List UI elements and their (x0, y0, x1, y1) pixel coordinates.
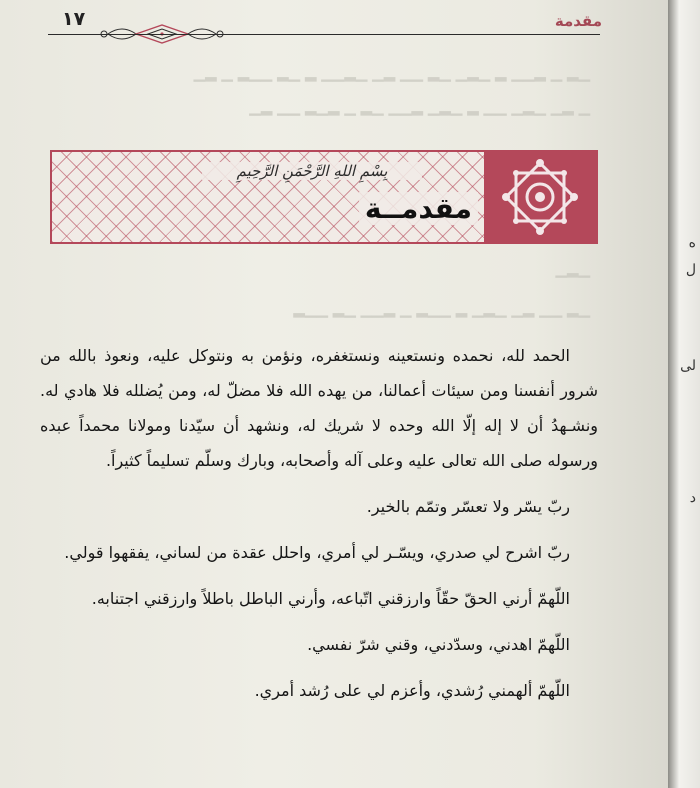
paragraph: اللّهمّ أرني الحقّ حقّاً وارزقني اتّباعه، وأرني الباطل باطلاً وارزقني اجتنابه. (91, 589, 570, 608)
page-number: ١٧ (62, 8, 86, 30)
paragraph: ربّ اشرح لي صدري، ويسّـر لي أمري، واحلل عقدة من لساني، يفقهوا قولي. (64, 543, 570, 562)
show-through: ▁ ▂▁ ▁▂▁ ▁▁ ▂ ▁▂▁ ▂▁▁ ▁▂ ▁ ▂▁▂ ▁▁ ▂▁ (249, 98, 590, 116)
show-through: ▁▂ ▁▁ ▂▁ ▁▂▁ ▂ ▁▁▂ ▁ ▂▁▁ ▁▂ ▁▁▂ (293, 300, 590, 318)
paragraph: الحمد لله، نحمده ونستعينه ونستغفره، ونؤمن به ونتوكل عليه، ونعوذ بالله من شرور أنفسنا ومن سيئات أعمالنا، من يهده الله فلا مضلّ له، ومن يُضلله فلا هادي له. ونشـهدُ أن لا إله إلّا الله وحده لا شريك له، ونشهد أن سيّدنا ومولانا محمداً عبده ورسوله صلى الله تعالى عليه وعلى آله وأصحابه، وبارك وسلّم تسليماً كثيراً. (40, 346, 598, 470)
running-head: مقدمة (554, 12, 602, 30)
basmala: بِسْمِ اللهِ الرَّحْمَنِ الرَّحِيمِ (202, 162, 422, 180)
show-through: ▁▂ ▁ ▂▁▁ ▂ ▁▂▁ ▁▂ ▁▁ ▂▁ ▁▂▁▁ ▂ ▁▂ ▁▁▂ ▁ ▂▁ (193, 64, 590, 82)
body-text (40, 338, 598, 708)
facing-page-edge (668, 0, 700, 788)
banner-emblem (484, 152, 596, 242)
edge-mark: ل (685, 262, 696, 278)
star-pattern-icon (498, 155, 582, 239)
edge-mark: د (689, 490, 696, 506)
paragraph: اللّهمّ ألهمني رُشدي، وأعزم لي على رُشد أمري. (254, 681, 570, 700)
chapter-title: مقدمــة (359, 192, 478, 225)
edge-mark: ه (688, 235, 696, 251)
header-rule (48, 34, 600, 35)
chapter-banner (50, 150, 598, 244)
paragraph: اللّهمّ اهدني، وسدّدني، وقني شرّ نفسي. (307, 635, 570, 654)
edge-mark: لى (680, 358, 696, 374)
show-through: ▁▂▁ (555, 260, 590, 278)
paragraph: ربّ يسّر ولا تعسّر وتمّم بالخير. (366, 497, 570, 516)
